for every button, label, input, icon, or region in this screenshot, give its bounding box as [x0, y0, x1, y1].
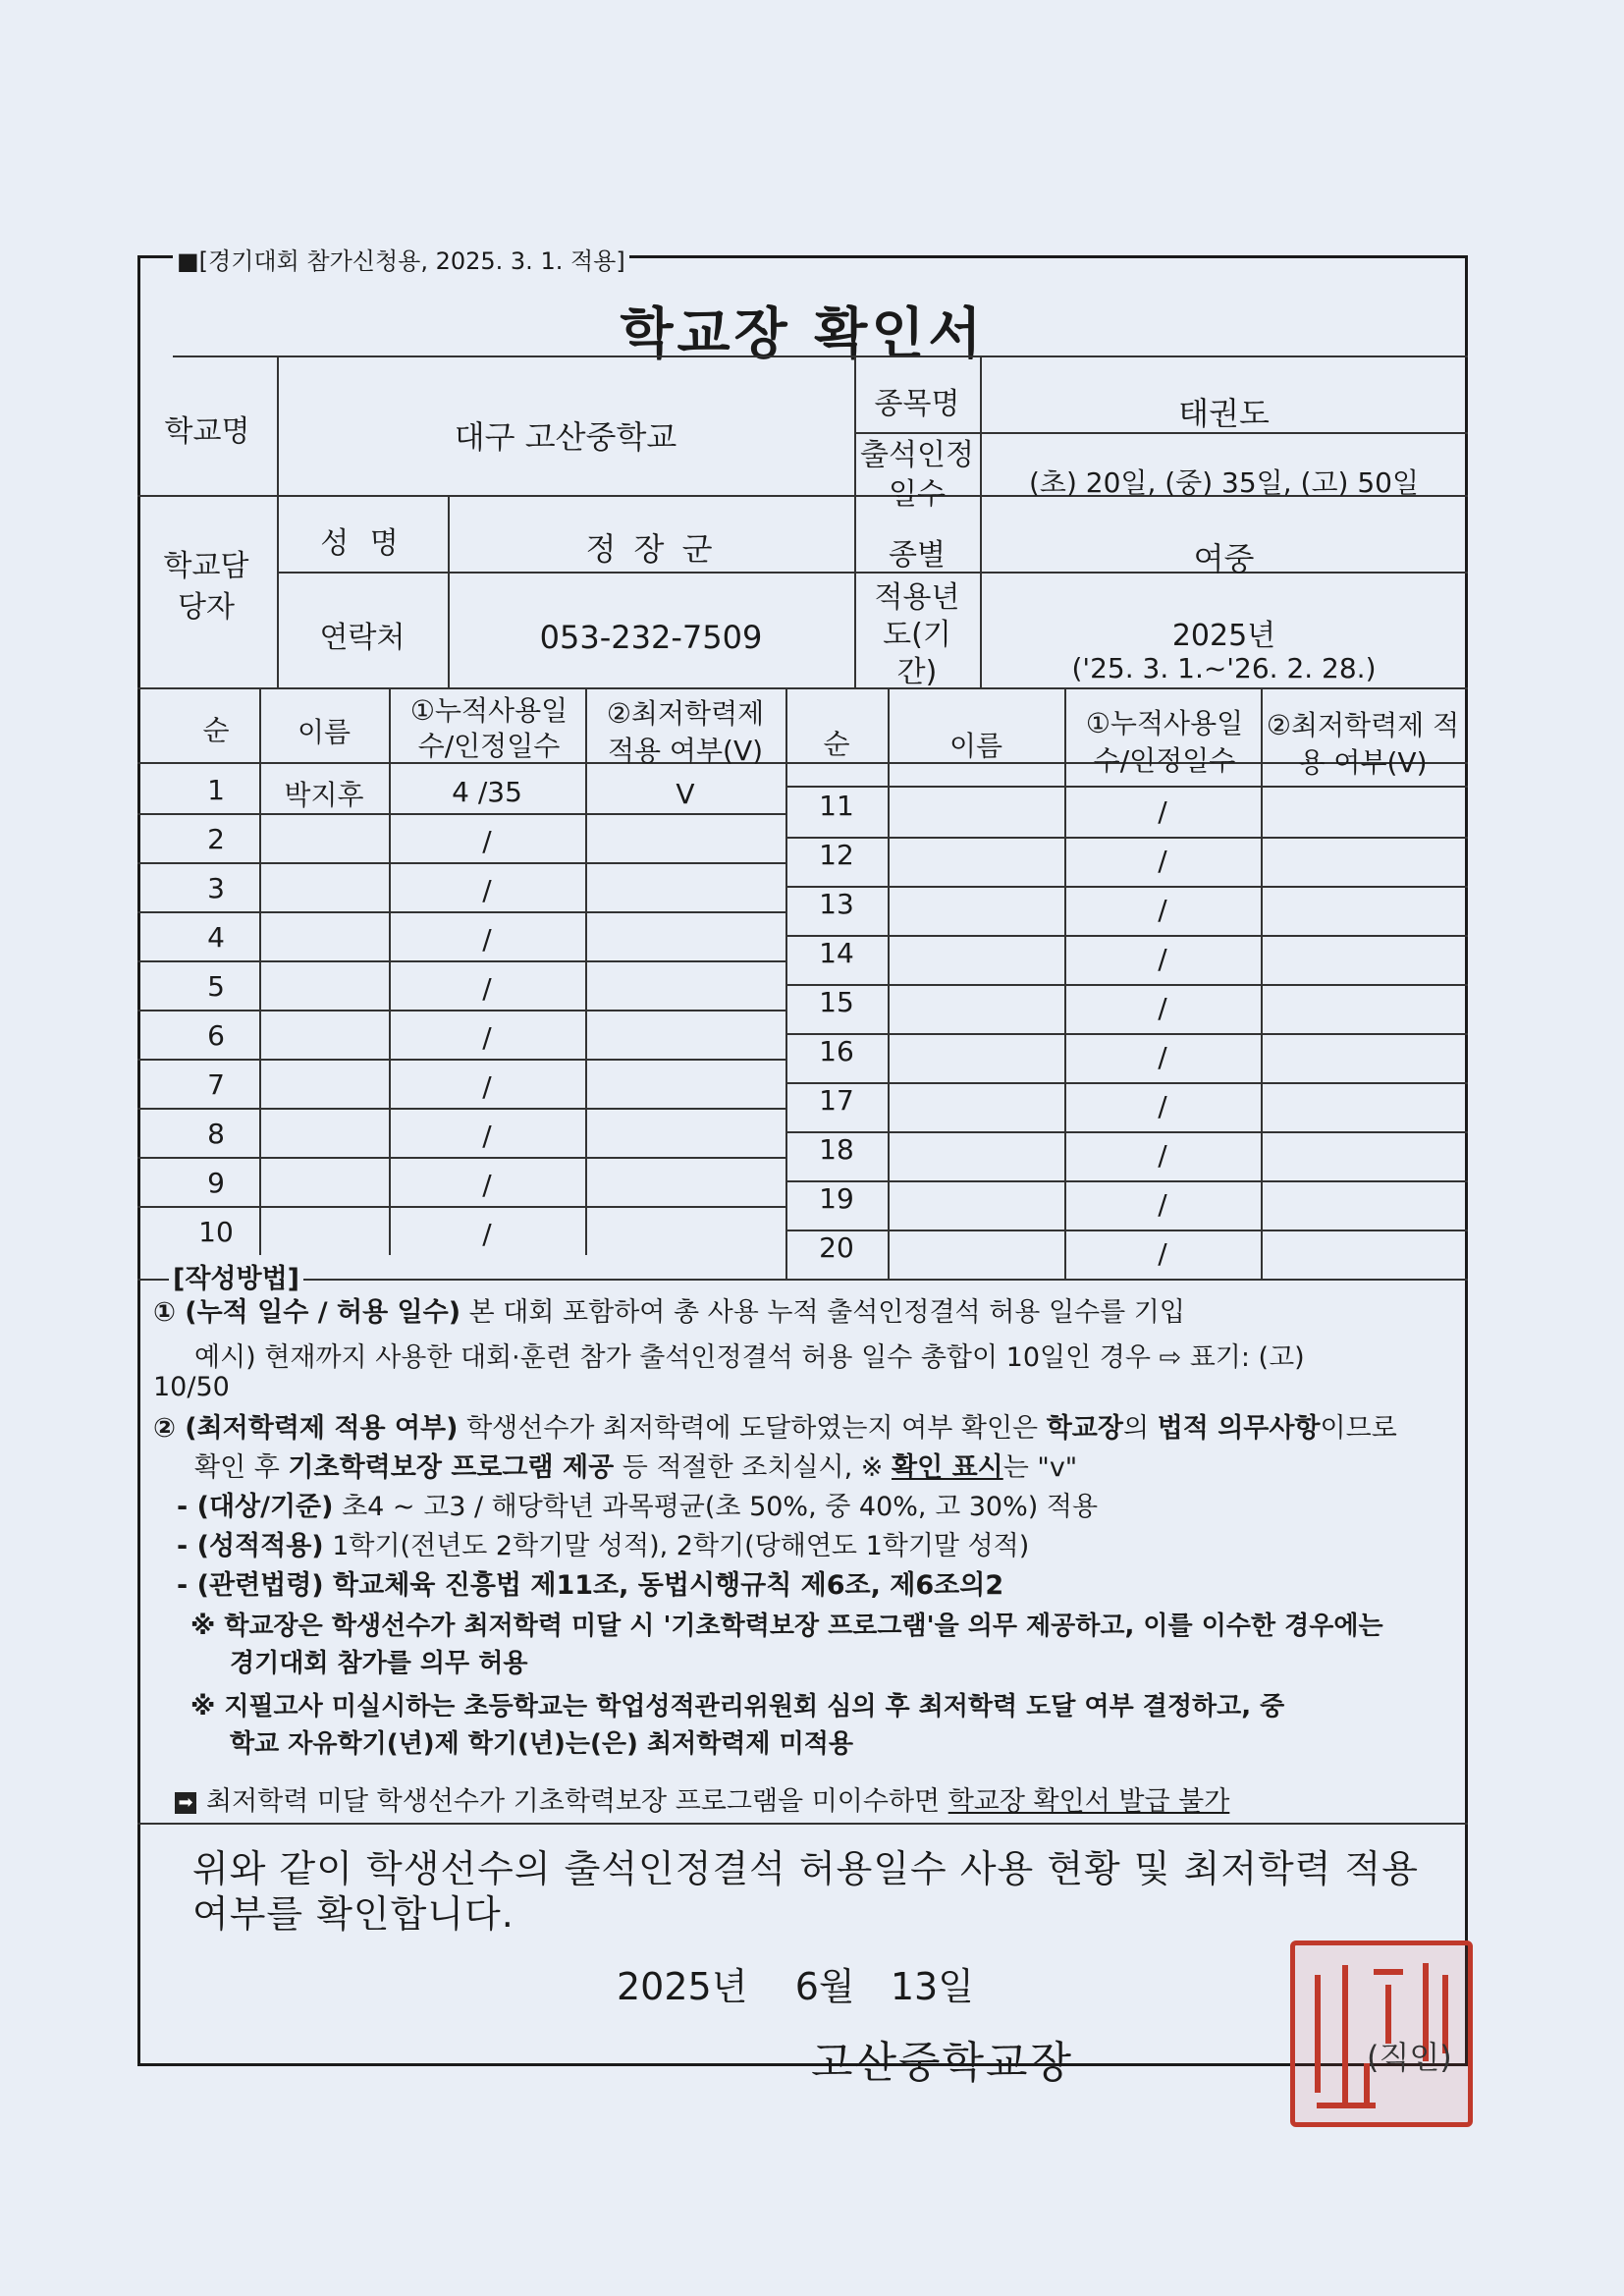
- row-days: /: [1158, 943, 1167, 975]
- row-days: /: [1158, 1237, 1167, 1270]
- year-label: 적용년도(기간): [874, 580, 960, 689]
- manager-name-value: 정 장 군: [585, 530, 717, 568]
- guide-item-1-example: 예시) 현재까지 사용한 대회·훈련 참가 출석인정결석 허용 일수 총합이 10일인 경우 ⇨ 표기: (고): [194, 1342, 1305, 1373]
- document-title: 학교장 확인서: [620, 302, 986, 366]
- guide-target-criteria: - (대상/기준) 초4 ~ 고3 / 해당학년 과목평균(초 50%, 중 40%, 고 30%) 적용: [177, 1492, 1099, 1522]
- row-no: 12: [819, 839, 854, 871]
- row-no: 18: [819, 1133, 854, 1166]
- guide-item-1: ① (누적 일수 / 허용 일수) 본 대회 포함하여 총 사용 누적 출석인정결석 허용 일수를 기입: [153, 1297, 1185, 1328]
- row-days: /: [482, 1218, 492, 1250]
- row-days: /: [1158, 845, 1167, 877]
- contact-label: 연락처: [319, 621, 406, 655]
- category-label: 종별: [889, 538, 946, 573]
- principal-title: 고산중학교장: [811, 2038, 1074, 2088]
- guide-note-2: ※ 지필고사 미실시하는 초등학교는 학업성적관리위원회 심의 후 최저학력 도달 여부 결정하고, 중: [190, 1692, 1285, 1722]
- row-days: /: [482, 825, 492, 857]
- guide-related-law: - (관련법령) 학교체육 진흥법 제11조, 동법시행규칙 제6조, 제6조의2: [177, 1570, 1004, 1601]
- issue-date: 2025년 6월 13일: [617, 1965, 974, 2008]
- row-days: /: [482, 923, 492, 956]
- attendance-value: (초) 20일, (중) 35일, (고) 50일: [1028, 466, 1420, 499]
- row-days: /: [1158, 795, 1167, 828]
- row-no: 15: [819, 986, 854, 1018]
- right-header-days: ①누적사용일수/인정일수: [1085, 707, 1244, 777]
- left-header-check: ②최저학력제 적용 여부(V): [606, 697, 765, 767]
- right-header-check: ②최저학력제 적용 여부(V): [1266, 709, 1460, 779]
- row-no: 5: [207, 970, 225, 1003]
- row-no: 3: [207, 872, 225, 904]
- guide-note-1-line2: 경기대회 참가를 의무 허용: [230, 1649, 528, 1678]
- attendance-label: 출석인정일수: [860, 438, 974, 512]
- row-no: 14: [819, 937, 854, 969]
- confirmation-line-1: 위와 같이 학생선수의 출석인정결석 허용일수 사용 현황 및 최저학력 적용: [192, 1847, 1419, 1890]
- guide-grade-application: - (성적적용) 1학기(전년도 2학기말 성적), 2학기(당해연도 1학기말 성적): [177, 1531, 1030, 1561]
- sport-label: 종목명: [874, 387, 960, 421]
- school-name-value: 대구 고산중학교: [454, 418, 677, 456]
- row-days: /: [482, 1021, 492, 1054]
- row-no: 19: [819, 1182, 854, 1215]
- left-header-name: 이름: [297, 716, 352, 748]
- contact-value: 053-232-7509: [539, 619, 763, 656]
- row-no: 2: [207, 823, 225, 855]
- row-check: V: [676, 778, 695, 810]
- guide-item-1-example-value: 10/50: [153, 1372, 230, 1402]
- row-days: /: [1158, 1139, 1167, 1172]
- row-no: 13: [819, 888, 854, 920]
- school-name-label: 학교명: [164, 414, 250, 449]
- form-version-tag: ■[경기대회 참가신청용, 2025. 3. 1. 적용]: [173, 242, 629, 276]
- row-days: /: [1158, 894, 1167, 926]
- guide-heading: [작성방법]: [169, 1257, 303, 1295]
- seal-label: (직인): [1367, 2039, 1452, 2076]
- row-no: 16: [819, 1035, 854, 1067]
- guide-note-1: ※ 학교장은 학생선수가 최저학력 미달 시 '기초학력보장 프로그램'을 의무 제공하고, 이를 이수한 경우에는: [190, 1612, 1383, 1641]
- sport-value: 태권도: [1178, 395, 1270, 432]
- guide-item-2-line2: 확인 후 기초학력보장 프로그램 제공 등 적절한 조치실시, ※ 확인 표시는 "v": [194, 1452, 1078, 1483]
- left-header-days: ①누적사용일수/인정일수: [409, 694, 568, 762]
- row-days: /: [482, 972, 492, 1005]
- row-no: 10: [198, 1216, 234, 1248]
- row-days: /: [1158, 992, 1167, 1024]
- row-days: /: [1158, 1188, 1167, 1221]
- manager-name-label: 성 명: [320, 526, 405, 561]
- arrow-box-icon: ➡: [175, 1792, 196, 1814]
- year-period: ('25. 3. 1.~'26. 2. 28.): [1071, 652, 1377, 684]
- right-header-name: 이름: [948, 730, 1003, 762]
- confirmation-line-2: 여부를 확인합니다.: [192, 1892, 514, 1936]
- row-no: 6: [207, 1019, 225, 1052]
- year-value: 2025년: [1171, 619, 1276, 653]
- row-no: 8: [207, 1118, 225, 1150]
- row-no: 9: [207, 1167, 225, 1199]
- row-no: 20: [819, 1231, 854, 1264]
- guide-warning: ➡ 최저학력 미달 학생선수가 기초학력보장 프로그램을 미이수하면 학교장 확인서 발급 불가: [175, 1785, 1229, 1819]
- guide-note-2-line2: 학교 자유학기(년)제 학기(년)는(은) 최저학력제 미적용: [230, 1729, 853, 1759]
- right-header-no: 순: [823, 728, 850, 760]
- row-days: /: [482, 874, 492, 906]
- school-manager-label: 학교담당자: [163, 549, 249, 625]
- row-no: 4: [207, 921, 225, 954]
- row-days: /: [1158, 1090, 1167, 1122]
- row-days: 4 /35: [452, 776, 522, 808]
- row-no: 1: [207, 774, 225, 806]
- row-no: 17: [819, 1084, 854, 1117]
- row-days: /: [482, 1070, 492, 1103]
- row-name: 박지후: [284, 779, 364, 811]
- row-days: /: [482, 1169, 492, 1201]
- row-no: 7: [207, 1068, 225, 1101]
- category-value: 여중: [1193, 540, 1255, 577]
- row-no: 11: [819, 790, 854, 822]
- left-header-no: 순: [202, 714, 230, 746]
- row-days: /: [482, 1120, 492, 1152]
- row-days: /: [1158, 1041, 1167, 1073]
- guide-item-2: ② (최저학력제 적용 여부) 학생선수가 최저학력에 도달하였는지 여부 확인은 학교장의 법적 의무사항이므로: [153, 1413, 1397, 1444]
